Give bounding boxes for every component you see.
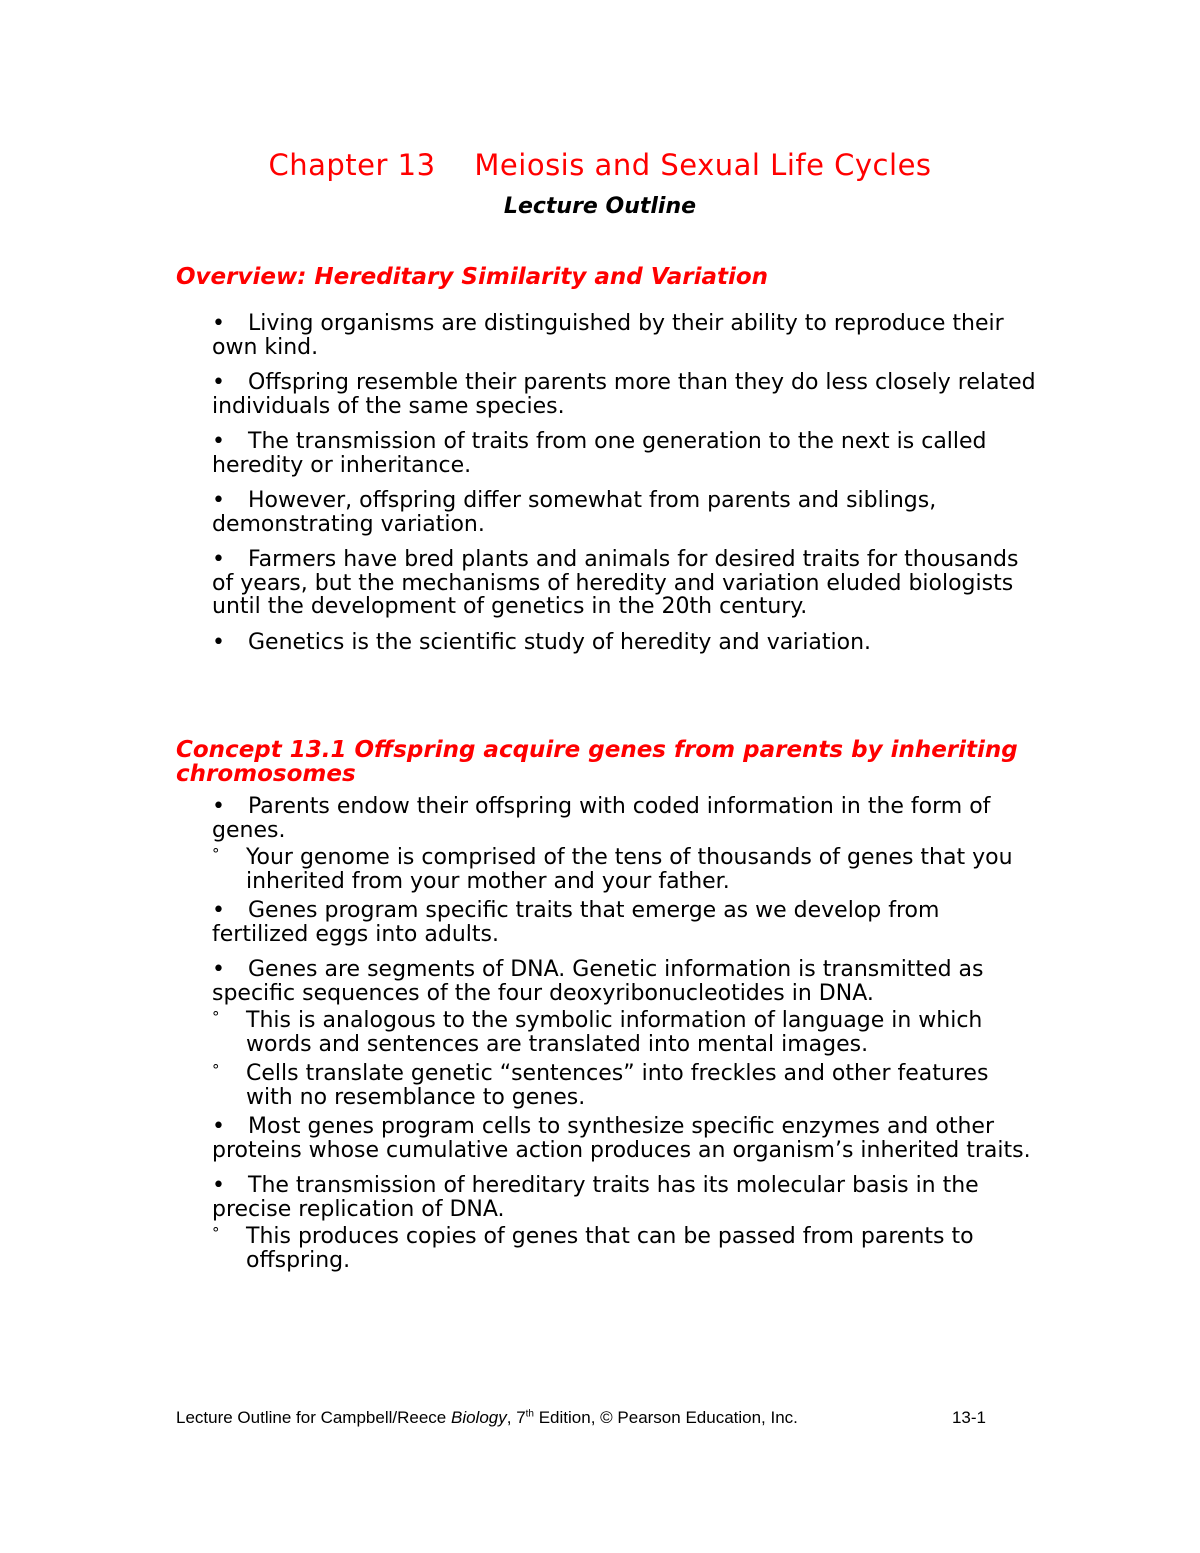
list-item-text: Cells translate genetic “sentences” into freckles and other features with no resemblance to genes. <box>246 1061 989 1110</box>
list-item <box>212 489 1042 536</box>
list-item <box>212 371 1042 418</box>
list-item <box>212 631 1042 655</box>
sub-bullet-icon: ° <box>212 1008 220 1026</box>
list-item <box>212 430 1042 477</box>
list-item <box>212 1009 1042 1056</box>
bullet-icon: • <box>212 429 225 454</box>
section-heading-concept-13-1: Concept 13.1 Offspring acquire genes from parents by inheriting chromosomes <box>176 737 1018 787</box>
list-item-text: Living organisms are distinguished by their ability to reproduce their own kind. <box>212 311 1004 360</box>
chapter-title: Chapter 13 Meiosis and Sexual Life Cycles <box>268 148 932 182</box>
bullet-icon: • <box>212 488 225 513</box>
list-item-text: Your genome is comprised of the tens of thousands of genes that you inherited from your mother and your father. <box>246 845 1013 894</box>
list-item-text: However, offspring differ somewhat from parents and siblings, demonstrating variation. <box>212 488 937 537</box>
sub-bullet-icon: ° <box>212 1224 220 1242</box>
lecture-outline-subtitle: Lecture Outline <box>503 194 697 219</box>
list-item <box>212 1115 1042 1162</box>
list-item-text: This is analogous to the symbolic information of language in which words and sentences are translated into mental images. <box>246 1008 983 1057</box>
footer-book-title: Biology <box>450 1408 507 1427</box>
bullet-icon: • <box>212 1173 225 1198</box>
list-item-text: Farmers have bred plants and animals for desired traits for thousands of years, but the mechanisms of heredity and variation eluded biologists until the development of genetics in the 20th century. <box>212 547 1019 619</box>
bullet-icon: • <box>212 311 225 336</box>
list-item-text: Parents endow their offspring with coded information in the form of genes. <box>212 794 991 843</box>
page-footer <box>176 1408 986 1428</box>
list-item <box>212 958 1042 1005</box>
bullet-icon: • <box>212 898 225 923</box>
footer-edition-number: , 7 <box>506 1408 526 1427</box>
list-item-text: Offspring resemble their parents more than they do less closely related individuals of the same species. <box>212 370 1036 419</box>
bullet-icon: • <box>212 794 225 819</box>
list-item-text: The transmission of traits from one generation to the next is called heredity or inheritance. <box>212 429 987 478</box>
list-item-text: Genetics is the scientific study of heredity and variation. <box>248 629 872 655</box>
concept-bullet-list <box>212 795 1042 1278</box>
footer-prefix: Lecture Outline for Campbell/Reece <box>176 1408 451 1427</box>
list-item <box>212 548 1042 619</box>
list-item <box>212 846 1042 893</box>
page-number: 13-1 <box>951 1408 986 1427</box>
footer-publisher: Edition, © Pearson Education, Inc. <box>534 1408 798 1427</box>
sub-bullet-icon: ° <box>212 1061 220 1079</box>
list-item <box>212 312 1042 359</box>
bullet-icon: • <box>212 1114 225 1139</box>
list-item-text: Genes are segments of DNA. Genetic information is transmitted as specific sequences of the four deoxyribonucleotides in DNA. <box>212 957 984 1006</box>
list-item-text: Most genes program cells to synthesize specific enzymes and other proteins whose cumulative action produces an organism’s inherited traits. <box>212 1114 1031 1163</box>
list-item-text: The transmission of hereditary traits has its molecular basis in the precise replication of DNA. <box>212 1173 979 1222</box>
section-heading-overview: Overview: Hereditary Similarity and Variation <box>176 264 769 290</box>
bullet-icon: • <box>212 629 225 655</box>
list-item <box>212 795 1042 842</box>
overview-bullet-list <box>212 312 1042 666</box>
list-item-text: Genes program specific traits that emerge as we develop from fertilized eggs into adults. <box>212 898 940 947</box>
list-item <box>212 1174 1042 1221</box>
bullet-icon: • <box>212 370 225 395</box>
footer-edition-suffix: th <box>525 1408 534 1420</box>
sub-bullet-icon: ° <box>212 845 220 863</box>
bullet-icon: • <box>212 957 225 982</box>
list-item <box>212 1062 1042 1109</box>
list-item <box>212 1225 1042 1272</box>
list-item-text: This produces copies of genes that can be passed from parents to offspring. <box>246 1224 974 1273</box>
list-item <box>212 899 1042 946</box>
bullet-icon: • <box>212 547 225 572</box>
